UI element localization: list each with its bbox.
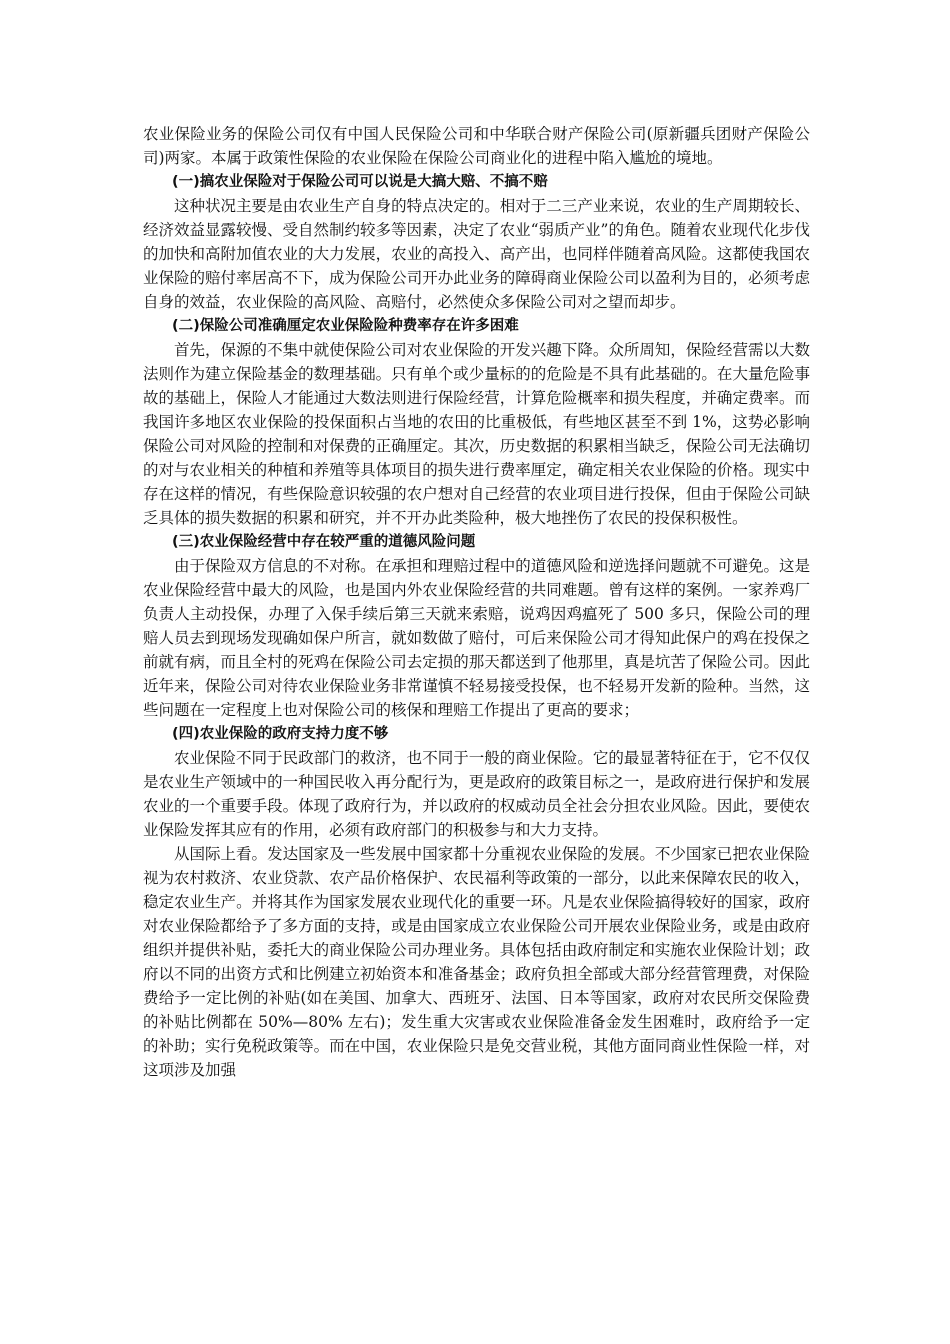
section-heading-3: (三)农业保险经营中存在较严重的道德风险问题 xyxy=(172,534,476,550)
section-heading-1: (一)搞农业保险对于保险公司可以说是大搞大赔、不搞不赔 xyxy=(172,174,548,190)
document-body xyxy=(143,122,810,1082)
section-heading-2: (二)保险公司准确厘定农业保险险种费率存在许多困难 xyxy=(172,318,519,334)
section-heading-4: (四)农业保险的政府支持力度不够 xyxy=(172,726,389,742)
paragraph: 这种状况主要是由农业生产自身的特点决定的。相对于二三产业来说，农业的生产周期较长、经济效益显露较慢、受自然制约较多等因素，决定了农业“弱质产业”的角色。随着农业现代化步伐的加快和高附加值农业的大力发展，农业的高投入、高产出，也同样伴随着高风险。这都使我国农业保险的赔付率居高不下，成为保险公司开办此业务的障碍商业保险公司以盈利为目的，必须考虑自身的效益，农业保险的高风险、高赔付，必然使众多保险公司对之望而却步。 xyxy=(143,197,810,311)
paragraph: 首先，保源的不集中就使保险公司对农业保险的开发兴趣下降。众所周知，保险经营需以大数法则作为建立保险基金的数理基础。只有单个或少量标的的危险是不具有此基础的。在大量危险事故的基础上，保险人才能通过大数法则进行保险经营，计算危险概率和损失程度，并确定费率。而我国许多地区农业保险的投保面积占当地的农田的比重极低，有些地区甚至不到 1%，这势必影响保险公司对风险的控制和对保费的正确厘定。其次，历史数据的积累相当缺乏，保险公司无法确切的对与农业相关的种植和养殖等具体项目的损失进行费率厘定，确定相关农业保险的价格。现实中存在这样的情况，有些保险意识较强的农户想对自己经营的农业项目进行投保，但由于保险公司缺乏具体的损失数据的积累和研究，并不开办此类险种，极大地挫伤了农民的投保积极性。 xyxy=(143,341,810,527)
paragraph: 农业保险不同于民政部门的救济，也不同于一般的商业保险。它的最显著特征在于，它不仅仅是农业生产领域中的一种国民收入再分配行为，更是政府的政策目标之一，是政府进行保护和发展农业的一个重要手段。体现了政府行为，并以政府的权威动员全社会分担农业风险。因此，要使农业保险发挥其应有的作用，必须有政府部门的积极参与和大力支持。 xyxy=(143,749,810,839)
paragraph: 由于保险双方信息的不对称。在承担和理赔过程中的道德风险和逆选择问题就不可避免。这是农业保险经营中最大的风险，也是国内外农业保险经营的共同难题。曾有这样的案例。一家养鸡厂负责人主动投保，办理了入保手续后第三天就来索赔，说鸡因鸡瘟死了 500 多只，保险公司的理赔人员去到现场发现确如保户所言，就如数做了赔付，可后来保险公司才得知此保户的鸡在投保之前就有病，而且全村的死鸡在保险公司去定损的那天都送到了他那里，真是坑苦了保险公司。因此近年来，保险公司对待农业保险业务非常谨慎不轻易接受投保，也不轻易开发新的险种。当然，这些问题在一定程度上也对保险公司的核保和理赔工作提出了更高的要求； xyxy=(143,557,810,719)
paragraph: 从国际上看。发达国家及一些发展中国家都十分重视农业保险的发展。不少国家已把农业保险视为农村救济、农业贷款、农产品价格保护、农民福利等政策的一部分，以此来保障农民的收入，稳定农业生产。并将其作为国家发展农业现代化的重要一环。凡是农业保险搞得较好的国家，政府对农业保险都给予了多方面的支持，或是由国家成立农业保险公司开展农业保险业务，或是由政府组织并提供补贴，委托大的商业保险公司办理业务。具体包括由政府制定和实施农业保险计划；政府以不同的出资方式和比例建立初始资本和准备基金；政府负担全部或大部分经营管理费，对保险费给予一定比例的补贴(如在美国、加拿大、西班牙、法国、日本等国家，政府对农民所交保险费的补贴比例都在 50%—80% 左右)；发生重大灾害或农业保险准备金发生困难时，政府给予一定的补助；实行免税政策等。而在中国，农业保险只是免交营业税，其他方面同商业性保险一样，对这项涉及加强 xyxy=(143,845,810,1079)
paragraph-continuation: 农业保险业务的保险公司仅有中国人民保险公司和中华联合财产保险公司(原新疆兵团财产保险公司)两家。本属于政策性保险的农业保险在保险公司商业化的进程中陷入尴尬的境地。 xyxy=(143,125,810,167)
